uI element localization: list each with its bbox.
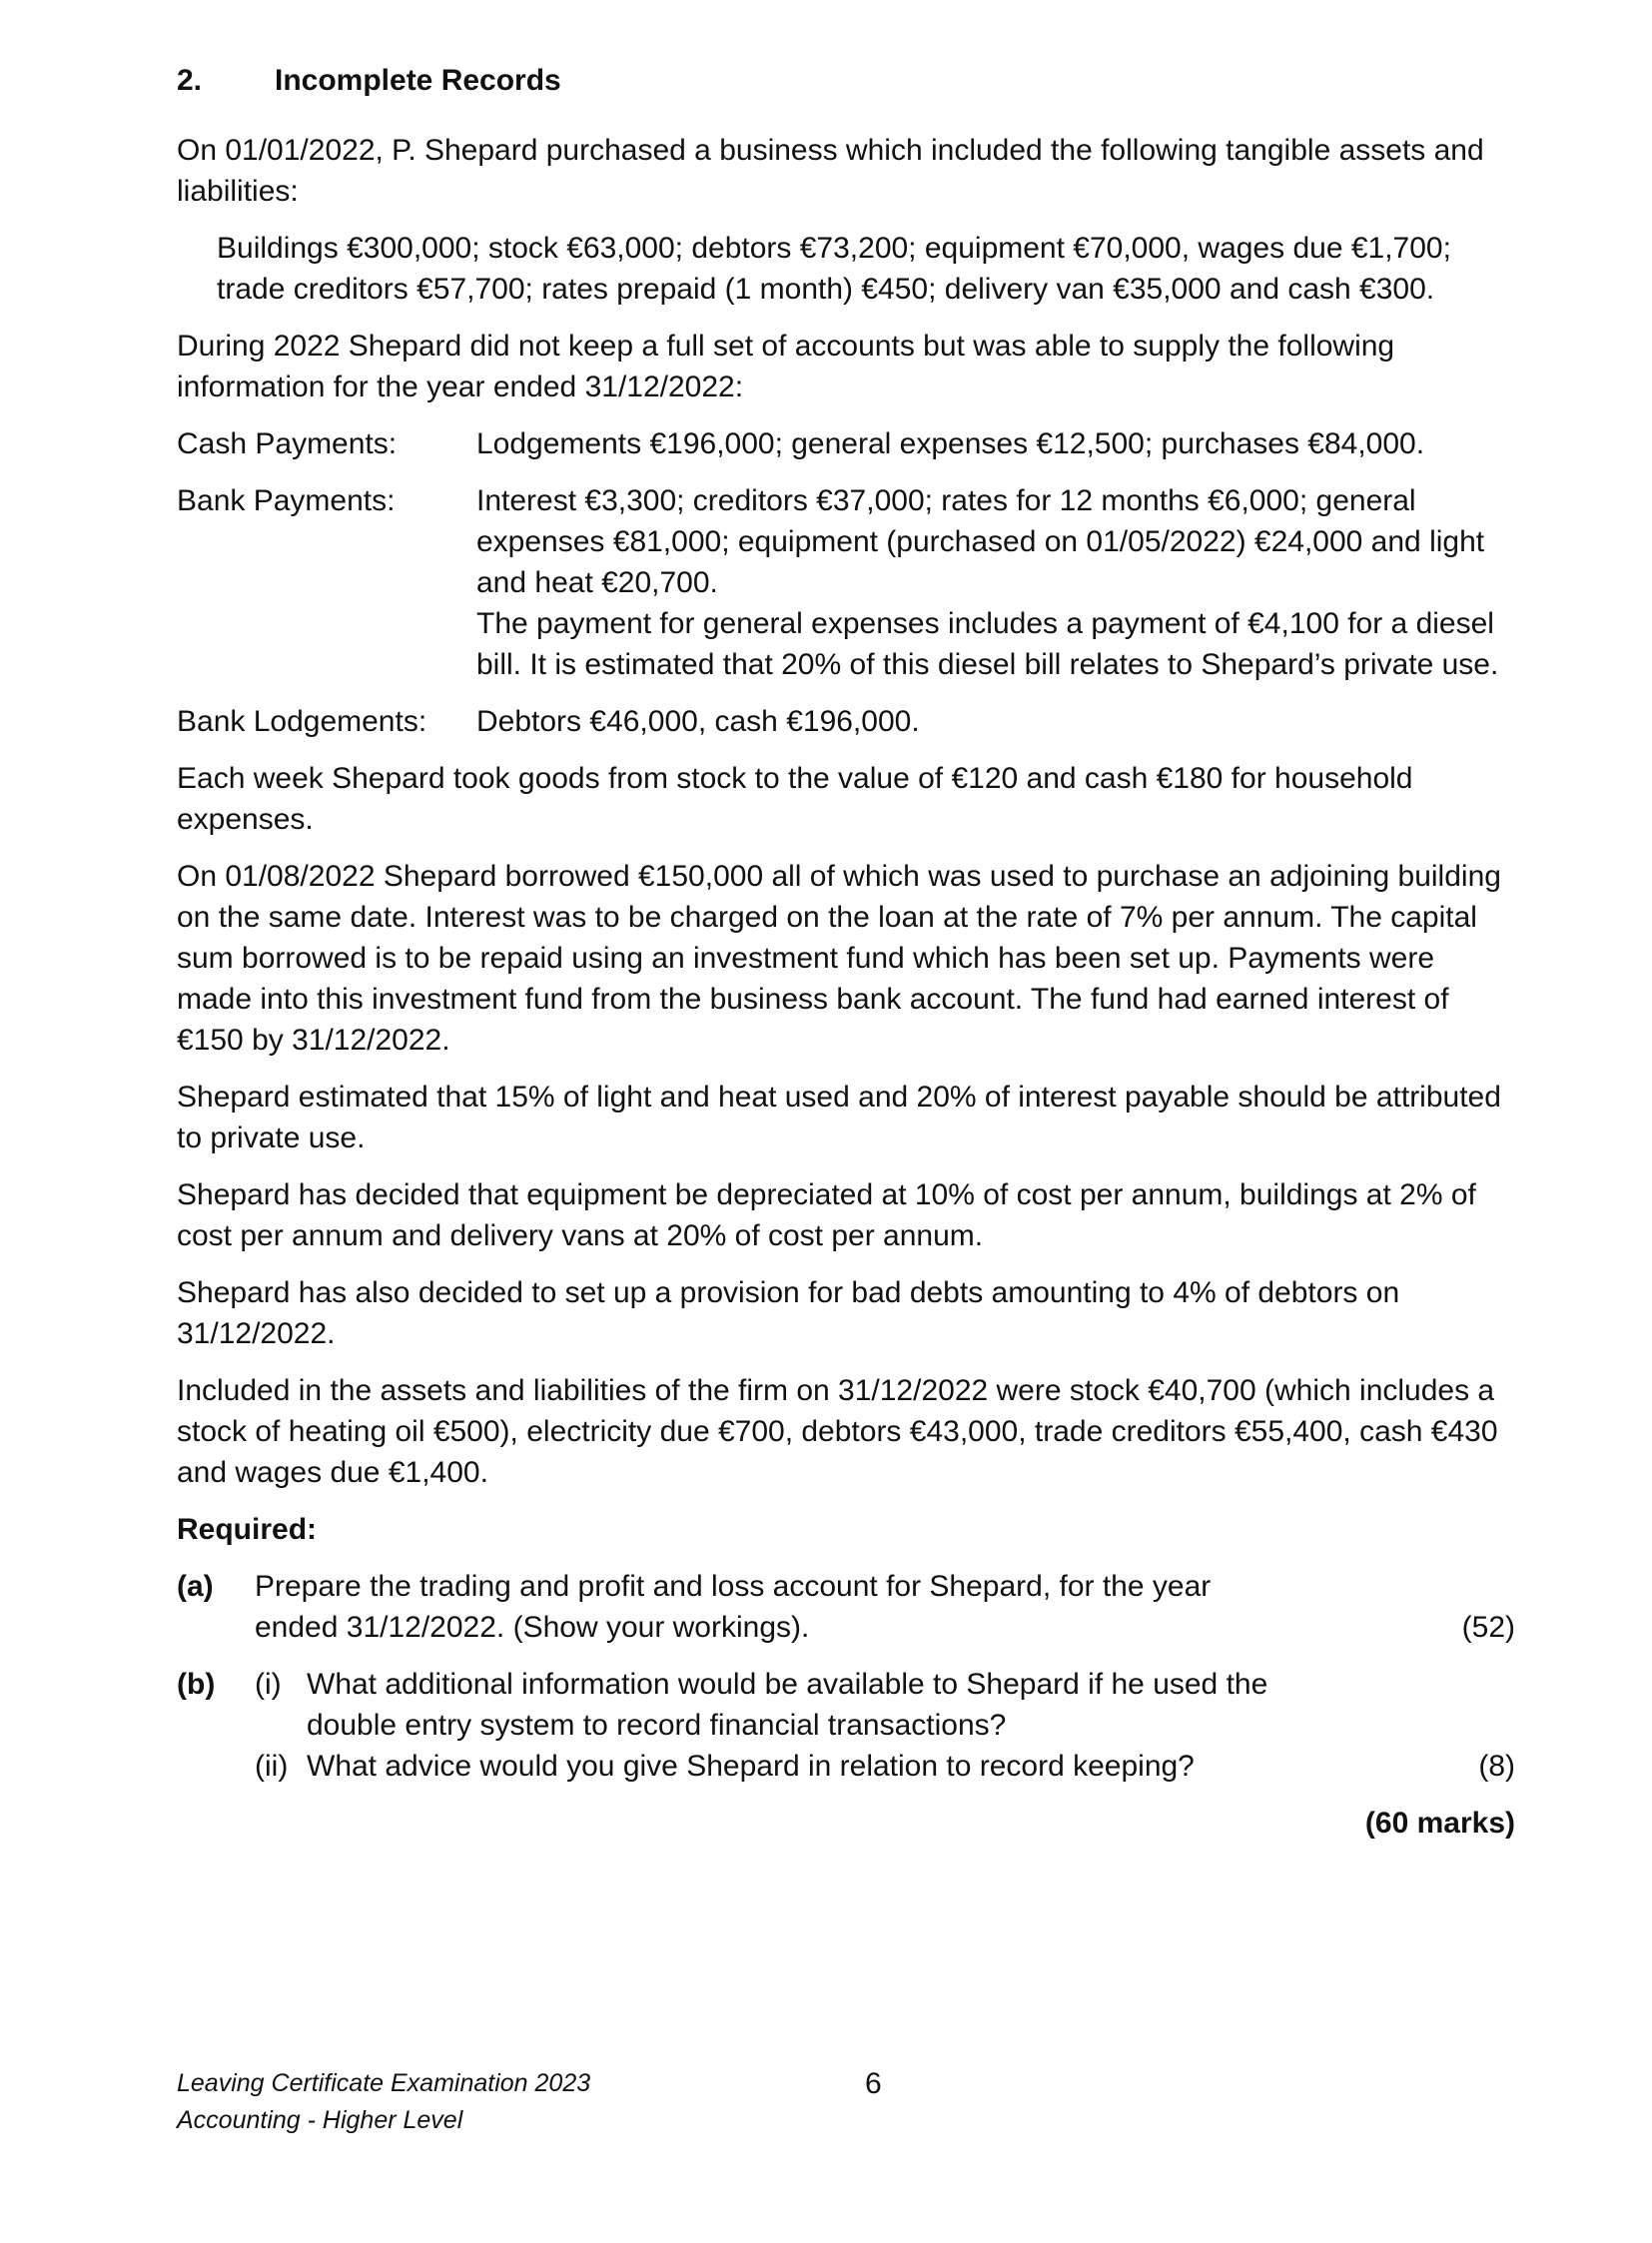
question-b-marks: (8) bbox=[1478, 1750, 1515, 1783]
question-b-part-i bbox=[255, 1664, 1515, 1746]
year-info-paragraph: During 2022 Shepard did not keep a full set of accounts but was able to supply the following information for the year ended 31/12/2022: bbox=[177, 330, 1395, 403]
question-number: 2. bbox=[177, 64, 203, 97]
footer-line-2: Accounting - Higher Level bbox=[177, 2106, 463, 2134]
bank-lodgements-label: Bank Lodgements: bbox=[177, 705, 427, 738]
question-a-label: (a) bbox=[177, 1570, 214, 1603]
footer-line-1: Leaving Certificate Examination 2023 bbox=[177, 2069, 591, 2097]
question-b-part-ii bbox=[255, 1746, 1515, 1787]
question-a-body bbox=[255, 1566, 1515, 1648]
intro-paragraph: On 01/01/2022, P. Shepard purchased a business which included the following tangible assets and liabilities: bbox=[177, 134, 1484, 208]
bank-payments-row bbox=[177, 480, 1515, 685]
bad-debts-paragraph: Shepard has also decided to set up a provision for bad debts amounting to 4% of debtors on 31/12/2022. bbox=[177, 1276, 1400, 1350]
question-b bbox=[177, 1664, 1515, 1787]
private-use-paragraph: Shepard estimated that 15% of light and heat used and 20% of interest payable should be attributed to private use. bbox=[177, 1081, 1501, 1154]
question-a-marks: (52) bbox=[1461, 1611, 1515, 1644]
bank-payments-text: Interest €3,300; creditors €37,000; rates for 12 months €6,000; general expenses €81,000; equipment (purchased on 01/05/2022) €24,000 and light and heat €20,700. bbox=[476, 484, 1485, 599]
question-heading bbox=[177, 60, 1515, 101]
depreciation-paragraph: Shepard has decided that equipment be depreciated at 10% of cost per annum, buildings at 2% of cost per annum and delivery vans at 20% of cost per annum. bbox=[177, 1178, 1476, 1252]
bank-lodgements-text: Debtors €46,000, cash €196,000. bbox=[476, 705, 920, 738]
loan-paragraph: On 01/08/2022 Shepard borrowed €150,000 all of which was used to purchase an adjoining building on the same date. Interest was to be charged on the loan at the rate of 7% per annum. The capital sum borrowed is to be repaid using an investment fund which has been set up. Payments were made into this investment fund from the business bank account. The fund had earned interest of €150 by 31/12/2022. bbox=[177, 860, 1501, 1057]
opening-assets-list: Buildings €300,000; stock €63,000; debtors €73,200; equipment €70,000, wages due €1,700; trade creditors €57,700; rates prepaid (1 month) €450; delivery van €35,000 and cash €300. bbox=[217, 232, 1451, 306]
bank-payments-content bbox=[476, 480, 1515, 685]
cash-payments-text: Lodgements €196,000; general expenses €12,500; purchases €84,000. bbox=[476, 427, 1425, 460]
total-marks: (60 marks) bbox=[1364, 1807, 1515, 1840]
required-heading: Required: bbox=[177, 1513, 318, 1546]
year-end-balances-paragraph: Included in the assets and liabilities of the firm on 31/12/2022 were stock €40,700 (which includes a stock of heating oil €500), electricity due €700, debtors €43,000, trade creditors €55,400, cash €430 and wages due €1,400. bbox=[177, 1374, 1498, 1489]
question-title: Incomplete Records bbox=[275, 64, 561, 97]
footer-exam-info bbox=[177, 2065, 590, 2139]
page-number: 6 bbox=[865, 2067, 882, 2100]
question-a-text: Prepare the trading and profit and loss account for Shepard, for the year ended 31/12/2022. (Show your workings). bbox=[255, 1570, 1212, 1644]
drawings-paragraph: Each week Shepard took goods from stock to the value of €120 and cash €180 for household expenses. bbox=[177, 762, 1413, 836]
part-i-text: What additional information would be available to Shepard if he used the double entry system to record financial transactions? bbox=[307, 1668, 1268, 1742]
cash-payments-label: Cash Payments: bbox=[177, 427, 398, 460]
part-i-label: (i) bbox=[255, 1668, 282, 1701]
part-ii-text: What advice would you give Shepard in relation to record keeping? bbox=[307, 1750, 1195, 1783]
bank-lodgements-row bbox=[177, 701, 1515, 742]
question-a bbox=[177, 1566, 1515, 1648]
part-ii-label: (ii) bbox=[255, 1750, 289, 1783]
cash-payments-row bbox=[177, 423, 1515, 464]
question-b-body bbox=[255, 1664, 1515, 1787]
bank-payments-label: Bank Payments: bbox=[177, 484, 396, 517]
question-b-label: (b) bbox=[177, 1668, 216, 1701]
question-page bbox=[177, 60, 1515, 1844]
bank-payments-note: The payment for general expenses includes a payment of €4,100 for a diesel bill. It is estimated that 20% of this diesel bill relates to Shepard’s private use. bbox=[476, 607, 1499, 681]
